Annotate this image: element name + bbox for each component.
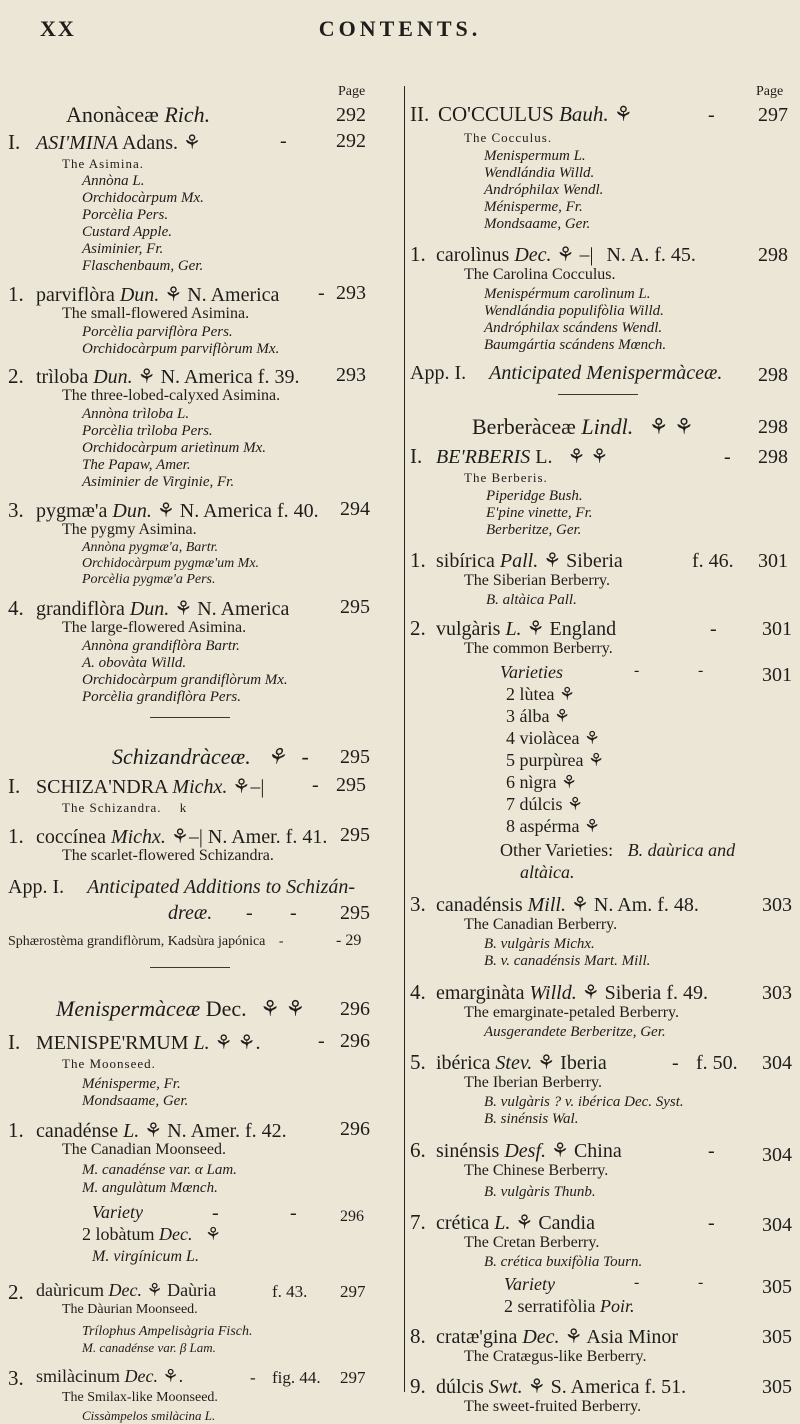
species-pygmaea: pygmæ'a Dun. ⚘ N. America f. 40. bbox=[36, 500, 319, 522]
species-sibirica: sibírica Pall. ⚘ Siberia bbox=[436, 550, 623, 572]
variety-lobatum: 2 lobàtum Dec. ⚘ bbox=[82, 1224, 222, 1244]
other-varieties: Other Varieties: B. daùrica and bbox=[500, 840, 736, 860]
family-schizandraceae: Schizandràceæ. ⚘ - bbox=[112, 744, 309, 769]
page-header bbox=[0, 14, 800, 54]
genus-asimina: ASI'MINA Adans. ⚘ bbox=[36, 132, 201, 154]
appendix-schizandreae: App. I. Anticipated Additions to Schizán- bbox=[8, 876, 356, 898]
species-coccinea: coccínea Michx. ⚘⎯| N. Amer. f. 41. bbox=[36, 826, 328, 848]
species-canadensis: canadénsis Mill. ⚘ N. Am. f. 48. bbox=[436, 894, 699, 916]
page-title: CONTENTS. bbox=[318, 16, 482, 41]
appendix-menispermaceae: App. I. Anticipated Menispermàceæ. bbox=[410, 362, 723, 384]
species-grandiflora: grandiflòra Dun. ⚘ N. America bbox=[36, 598, 290, 620]
page-ref: 292 bbox=[336, 104, 366, 126]
variety-item: 8 aspérma ⚘ bbox=[506, 816, 601, 836]
variety-item: 4 violàcea ⚘ bbox=[506, 728, 601, 748]
page-number-roman: XX bbox=[40, 16, 76, 41]
variety-item: 6 nìgra ⚘ bbox=[506, 772, 578, 792]
section-rule bbox=[150, 967, 230, 968]
species-triloba: trìloba Dun. ⚘ N. America f. 39. bbox=[36, 366, 300, 388]
species-emarginata: emarginàta Willd. ⚘ Siberia f. 49. bbox=[436, 982, 708, 1004]
genus-menispermum: MENISPE'RMUM L. ⚘ ⚘. bbox=[36, 1032, 261, 1054]
variety-item: 5 purpùrea ⚘ bbox=[506, 750, 605, 770]
genus-schizandra: SCHIZA'NDRA Michx. ⚘⎯| bbox=[36, 776, 265, 798]
species-vulgaris: vulgàris L. ⚘ England bbox=[436, 618, 617, 640]
column-divider bbox=[404, 86, 405, 1392]
genus-berberis: BE'RBERIS L. ⚘ ⚘ bbox=[436, 446, 609, 468]
variety-serratifolia: 2 serratifòlia Poir. bbox=[504, 1296, 635, 1316]
section-rule bbox=[150, 717, 230, 718]
appendix-note: Sphærostèma grandiflòrum, Kadsùra japónica - bbox=[8, 934, 284, 949]
page-label: Page bbox=[338, 84, 366, 99]
species-carolinus: carolìnus Dec. ⚘ ⎯| N. A. f. 45. bbox=[436, 244, 696, 266]
species-sinensis: sinénsis Desf. ⚘ China bbox=[436, 1140, 622, 1162]
variety-item: 7 dúlcis ⚘ bbox=[506, 794, 584, 814]
page-ref: 292 bbox=[336, 130, 366, 152]
variety-item: 2 lùtea ⚘ bbox=[506, 684, 576, 704]
species-parviflora: parviflòra Dun. ⚘ N. America bbox=[36, 284, 280, 306]
species-cretica: crética L. ⚘ Candia bbox=[436, 1212, 595, 1234]
species-smilacinum: smilàcinum Dec. ⚘. bbox=[36, 1366, 184, 1386]
species-dauricum: daùricum Dec. ⚘ Daùria bbox=[36, 1280, 217, 1300]
left-column: Page Anonàceæ Rich. 292 I. ASI'MINA Adans. ⚘ - 292 The Asimina. Annòna L. Orchidocàrpum Mx. Porcèlia Pers. Custard Apple. Asiminier, Fr. Flaschenbaum, Ger. 1. parviflòra Dun. ⚘ N. America - 293 The small-flowered Asimina. Porcèlia parviflòra Pers. Orchidocàrpum parviflòrum Mx. 2. trìloba Dun. ⚘ N. America f. 39. 293 The three-lobed-calyxed Asimina. Annòna trìloba L. Porcèlia trìloba Pers. Orchidocàrpum arietìnum Mx. The Papaw, Amer. Asiminier de Virginie, Fr. 3. pygmæ'a Dun. ⚘ N. America f. 40. 294 The pygmy Asimina. Annòna pygmæ'a, Bartr. Orchidocàrpum pygmæ'um Mx. Porcèlia pygmæ'a Pers. 4. grandiflòra Dun. ⚘ N. America 295 The large-flowered Asimina. Annòna grandiflòra Bartr. A. obovàta Willd. Orchidocàrpum grandiflòrum Mx. Porcèlia grandiflòra Pers. Schizandràceæ. ⚘ - 295 I. SCHIZA'NDRA Michx. ⚘⎯| - 295 The Schizandra. k 1. coccínea Michx. ⚘⎯| N. Amer. f. 41. 295 The scarlet-flowered Schizandra. App. I. Anticipated Additions to Schizán- dreæ. - - 295 Sphærostèma grandiflòrum, Kadsùra japónica - - 29 Menispermàceæ Dec. ⚘ ⚘ 296 I. MENISPE'RMUM L. ⚘ ⚘. - 296 The Moonseed. Ménisperme, Fr. Mondsaame, Ger. 1. canadénse L. ⚘ N. Amer. f. 42. 296 The Canadian Moonseed. M. canadénse var. α Lam. M. angulàtum Mœnch. Variety - - 296 2 lobàtum Dec. ⚘ M. virgínicum L. 2. daùricum Dec. ⚘ Daùria f. 43. 297 The Dàurian Moonseed. Trílophus Ampelisàgria Fisch. M. canadénse var. β Lam. 3. smilàcinum Dec. ⚘. - fig. 44. 297 The Smilax-like Moonseed. Cissàmpelos smilàcina L. bbox=[8, 84, 370, 1423]
species-crataegina: cratæ'gina Dec. ⚘ Asia Minor bbox=[436, 1326, 679, 1348]
page-label: Page bbox=[756, 84, 784, 99]
variety-item: 3 álba ⚘ bbox=[506, 706, 571, 726]
entry-number: I. bbox=[8, 130, 21, 154]
species-iberica: ibérica Stev. ⚘ Iberia bbox=[436, 1052, 607, 1074]
right-column: Page II. CO'CCULUS Bauh. ⚘ - 297 The Cocculus. Menispermum L. Wendlándia Willd. Andróphilax Wendl. Ménisperme, Fr. Mondsaame, Ger. 1. carolìnus Dec. ⚘ ⎯| N. A. f. 45. 298 The Carolina Cocculus. Menispérmum carolìnum L. Wendlándia populifòlia Willd. Andróphilax scándens Wendl. Baumgártia scándens Mœnch. App. I. Anticipated Menispermàceæ. 298 Berberàceæ Lindl. ⚘ ⚘ 298 I. BE'RBERIS L. ⚘ ⚘ - 298 The Berberis. Piperidge Bush. E'pine vinette, Fr. Berberitze, Ger. 1. sibírica Pall. ⚘ Siberia f. 46. 301 The Siberian Berberry. B. altàica Pall. 2. vulgàris L. ⚘ England - 301 The common Berberry. Varieties - - 301 2 lùtea ⚘ 3 álba ⚘ 4 violàcea ⚘ 5 purpùrea ⚘ 6 nìgra ⚘ 7 dúlcis ⚘ 8 aspérma ⚘ Other Varieties: B. daùrica and altàica. 3. canadénsis Mill. ⚘ N. Am. f. 48. 303 The Canadian Berberry. B. vulgàris Michx. B. v. canadénsis Mart. Mill. 4. emarginàta Willd. ⚘ Siberia f. 49. 303 The emarginate-petaled Berberry. Ausgerandete Berberitze, Ger. 5. ibérica Stev. ⚘ Iberia - f. 50. 304 The Iberian Berberry. B. vulgàris ? v. ibérica Dec. Syst. B. sinénsis Wal. 6. sinénsis Desf. ⚘ China - 304 The Chinese Berberry. B. vulgàris Thunb. 7. crética L. ⚘ Candia - 304 The Cretan Berberry. B. crética buxifòlia Tourn. Variety - - 305 2 serratifòlia Poir. 8. cratæ'gina Dec. ⚘ Asia Minor 305 The Cratægus-like Berberry. 9. dúlcis Swt. ⚘ S. America f. 51. 305 The sweet-fruited Berberry. bbox=[410, 84, 792, 1415]
family-berberaceae: Berberàceæ Lindl. ⚘ ⚘ bbox=[472, 414, 694, 439]
family-menispermaceae: Menispermàceæ Dec. ⚘ ⚘ bbox=[56, 996, 306, 1021]
section-rule bbox=[558, 394, 638, 395]
family-anonaceae: Anonàceæ Rich. bbox=[66, 102, 211, 127]
species-canadense: canadénse L. ⚘ N. Amer. f. 42. bbox=[36, 1120, 287, 1142]
genus-cocculus: CO'CCULUS Bauh. ⚘ bbox=[438, 102, 633, 126]
species-dulcis: dúlcis Swt. ⚘ S. America f. 51. bbox=[436, 1376, 687, 1398]
